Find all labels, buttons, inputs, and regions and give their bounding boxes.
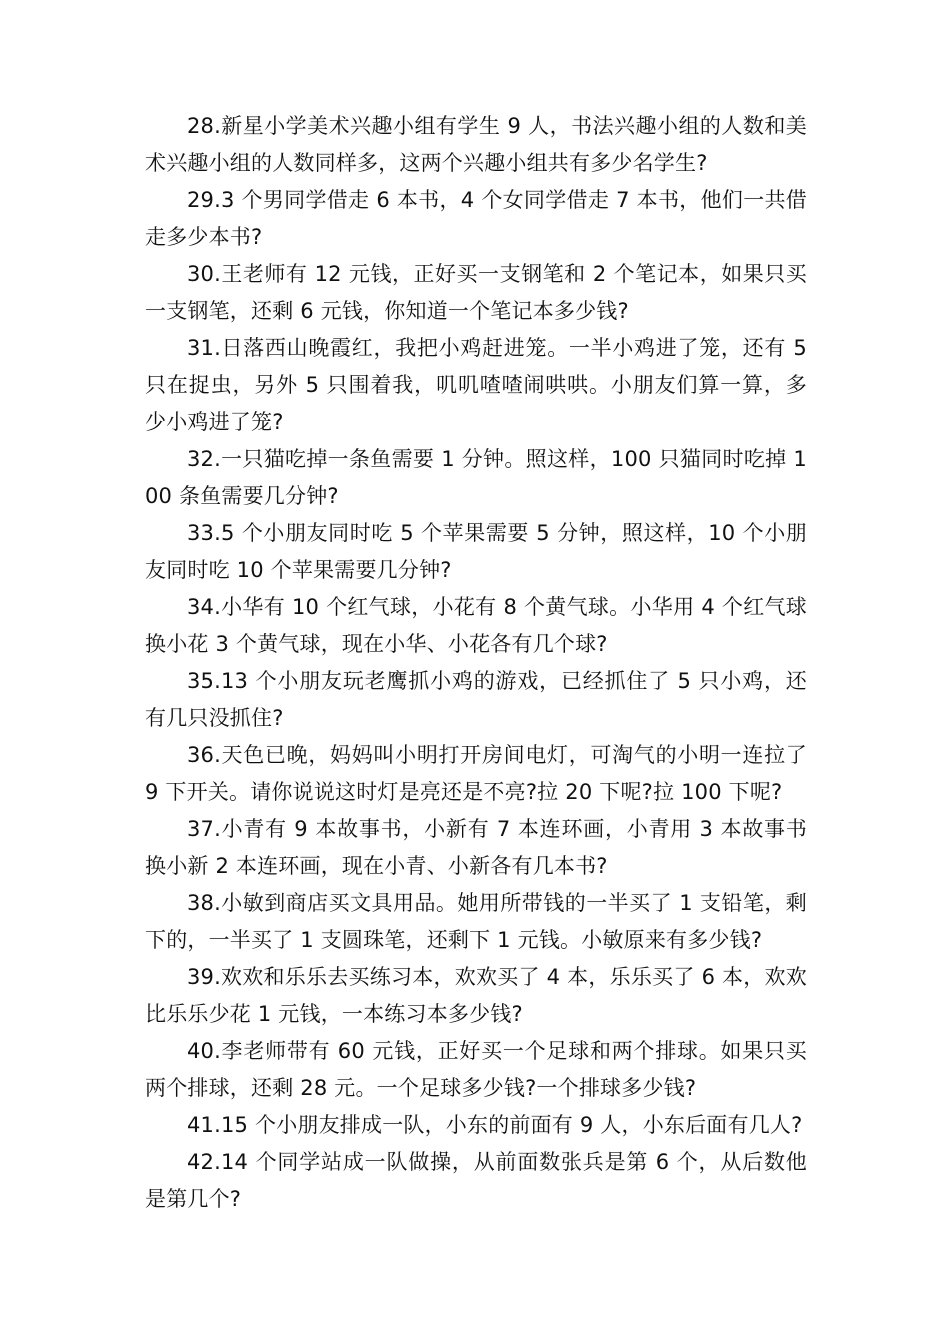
problem-33: 33.5 个小朋友同时吃 5 个苹果需要 5 分钟，照这样，10 个小朋友同时吃 10 个苹果需要几分钟? [145,521,807,582]
problem-31: 31.日落西山晚霞红，我把小鸡赶进笼。一半小鸡进了笼，还有 5 只在捉虫，另外 5 只围着我，叽叽喳喳闹哄哄。小朋友们算一算，多少小鸡进了笼? [145,336,807,434]
problem-36: 36.天色已晚，妈妈叫小明打开房间电灯，可淘气的小明一连拉了 9 下开关。请你说说这时灯是亮还是不亮?拉 20 下呢?拉 100 下呢? [145,743,807,804]
problem-28: 28.新星小学美术兴趣小组有学生 9 人，书法兴趣小组的人数和美术兴趣小组的人数同样多，这两个兴趣小组共有多少名学生? [145,114,807,175]
problem-32: 32.一只猫吃掉一条鱼需要 1 分钟。照这样，100 只猫同时吃掉 100 条鱼需要几分钟? [145,447,807,508]
problem-42: 42.14 个同学站成一队做操，从前面数张兵是第 6 个，从后数他是第几个? [145,1150,807,1211]
problem-30: 30.王老师有 12 元钱，正好买一支钢笔和 2 个笔记本，如果只买一支钢笔，还剩 6 元钱，你知道一个笔记本多少钱? [145,262,807,323]
problem-38: 38.小敏到商店买文具用品。她用所带钱的一半买了 1 支铅笔，剩下的，一半买了 1 支圆珠笔，还剩下 1 元钱。小敏原来有多少钱? [145,891,807,952]
problem-34: 34.小华有 10 个红气球，小花有 8 个黄气球。小华用 4 个红气球换小花 3 个黄气球，现在小华、小花各有几个球? [145,595,807,656]
problem-37: 37.小青有 9 本故事书，小新有 7 本连环画，小青用 3 本故事书换小新 2 本连环画，现在小青、小新各有几本书? [145,817,807,878]
problem-39: 39.欢欢和乐乐去买练习本，欢欢买了 4 本，乐乐买了 6 本，欢欢比乐乐少花 1 元钱，一本练习本多少钱? [145,965,807,1026]
problem-35: 35.13 个小朋友玩老鹰抓小鸡的游戏，已经抓住了 5 只小鸡，还有几只没抓住? [145,669,807,730]
problem-list [145,108,807,1218]
problem-29: 29.3 个男同学借走 6 本书，4 个女同学借走 7 本书，他们一共借走多少本书? [145,188,807,249]
problem-41: 41.15 个小朋友排成一队，小东的前面有 9 人，小东后面有几人? [187,1113,803,1137]
problem-40: 40.李老师带有 60 元钱，正好买一个足球和两个排球。如果只买两个排球，还剩 28 元。一个足球多少钱?一个排球多少钱? [145,1039,807,1100]
